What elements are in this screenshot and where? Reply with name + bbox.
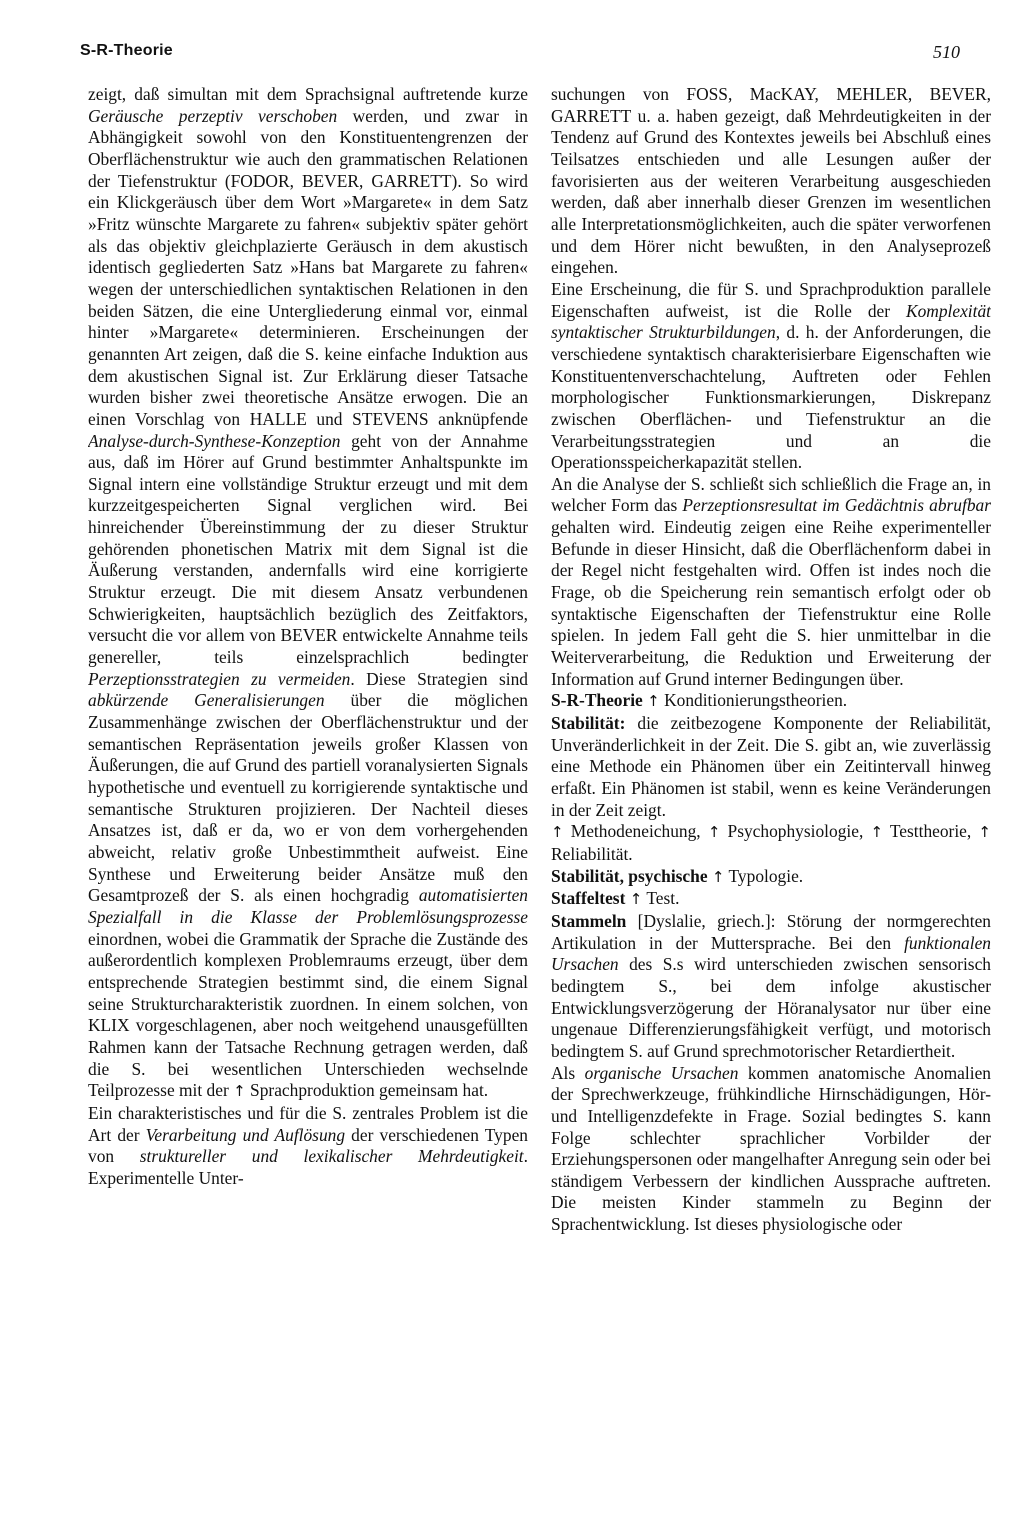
paragraph-perception-experiments <box>88 84 528 1103</box>
emphasis: organische Ursachen <box>584 1062 739 1083</box>
text: kommen anatomische Anomalien der Sprechwerkzeuge, frühkindliche Hirnschädigungen, Hör- und Intelligenzdefekte in Frage. Sozial bedingtes S. kann Folge schlechter sprachlicher Vorbilder der Erziehungspersonen oder mangelhafter Anregung sein oder bei ständigem Verbessern der kindlichen Aussprache auftreten. Die meisten Kinder stammeln zu Beginn der Sprachentwicklung. Ist dieses physiologische oder <box>551 1062 991 1235</box>
page-number: 510 <box>933 42 960 62</box>
entry-term: S-R-Theorie <box>551 690 643 711</box>
emphasis: Verarbeitung und Auflösung <box>145 1124 346 1145</box>
paragraph-organic-causes <box>551 1063 991 1236</box>
cross-reference-arrow-icon: ↑ <box>870 823 884 842</box>
paragraph-ambiguity-continued: suchungen von FOSS, MacKAY, MEHLER, BEVER, GARRETT u. a. haben gezeigt, daß Mehrdeutigkeiten in der Tendenz auf Grund des Kontextes jeweils bei Abschluß eines Teilsatzes entschieden und alle Lesungen außer der favorisierten aus der weiteren Verarbeitung ausgeschieden werden, daß aber innerhalb dieser Grenzen im wesentlichen alle Interpretationsmöglichkeiten, auch die später verworfenen und dem Hörer nicht bewußten, in den Analyseprozeß eingehen. <box>551 84 991 278</box>
text: , d. h. der Anforderungen, die verschiedene syntaktisch charakterisierbare Eigenschaften wie Konstituentenverschachtelung, Auftreten oder Fehlen morphologischer Funktionsmarkierungen, Diskrepanz zwischen Oberflächen- und Tiefenstruktur an die Verarbeitungsstrategien und an die Operationsspeicherkapazität stellen. <box>551 322 991 473</box>
text: einordnen, wobei die Grammatik der Sprache die Zustände des außerordentlich komplexen Problemraums erzeugt, über dem entsprechende Strategien bestimmt sind, die einem Signal seine Strukturcharakteristik zuordnen. In einem solchen, von KLIX vorgeschlagenen, aber noch weitgehend unausgefüllten Rahmen kann der Tatsache Rechnung getragen werden, daß die S. bei wesentlichen Unterschieden wechselnde Teilprozesse mit der <box>88 928 528 1101</box>
text: . Diese Strategien sind <box>350 668 528 689</box>
text: Eine Erscheinung, die für S. und Sprachproduktion parallele Eigenschaften aufweist, ist die Rolle der <box>551 278 991 321</box>
cross-reference-arrow-icon: ↑ <box>978 823 991 842</box>
entry-stabilitaet <box>551 713 991 821</box>
emphasis: Komplexität syntaktischer Strukturbildungen <box>551 300 991 343</box>
emphasis: abkürzende Generalisierungen <box>88 690 325 711</box>
cross-reference-arrow-icon: ↑ <box>629 890 643 909</box>
right-column <box>551 84 991 1474</box>
page-header <box>80 42 960 68</box>
entry-term: Stammeln <box>551 910 627 931</box>
entry-stammeln <box>551 911 991 1063</box>
entry-term: Stabilität: <box>551 713 626 734</box>
emphasis: Perzeptionsstrategien zu vermeiden <box>88 668 351 689</box>
text: Reliabilität. <box>551 843 633 864</box>
text: werden, und zwar in Abhängigkeit sowohl von den Konstituentengrenzen der Oberflächenstruktur wie auch den grammatischen Relationen der Tiefenstruktur (FODOR, BEVER, GARRETT). So wird ein Klickgeräusch über dem Wort »Margarete« in dem Satz »Fritz wünschte Margarete zu fahren« subjektiv später gehört als das objektiv gleichplazierte Geräusch in dem akustisch identisch gegliederten Satz »Hans bat Margarete zu fahren« wegen der unterschiedlichen syntaktischen Relationen in den beiden Sätzen, die eine Untergliederung einmal vor, einmal hinter »Margarete« determinieren. Erscheinungen der genannten Art zeigen, daß die S. keine einfache Induktion aus dem akustischen Signal ist. Zur Erklärung dieser Tatsache wurden bisher zwei theoretische Ansätze erwogen. Die an einen Vorschlag von HALLE und STEVENS anknüpfende <box>88 105 528 429</box>
cross-reference-arrow-icon: ↑ <box>233 1082 246 1101</box>
text: [Dyslalie, griech.]: Störung der normgerechten Artikulation in der Muttersprache. Bei den <box>551 910 991 953</box>
cross-reference-arrow-icon: ↑ <box>707 823 721 842</box>
paragraph-complexity <box>551 279 991 474</box>
emphasis: Perzeptionsresultat im Gedächtnis abrufbar <box>682 495 991 516</box>
entry-stabilitaet-psychische <box>551 866 991 889</box>
text: Sprachproduktion gemeinsam hat. <box>245 1080 489 1101</box>
text: über die möglichen Zusammenhänge zwischen der Oberflächenstruktur und der semantischen Repräsentation jeweils großer Klassen von Äußerungen, die auf Grund des partiell voranalysierten Signals hypothetische und eventuell zu korrigierende syntaktische und semantische Strukturen projizieren. Der Nachteil dieses Ansatzes ist, daß er da, wo er von dem vorhergehenden abweicht, relativ große Unbestimmtheit aufweist. Eine Synthese und Erweiterung beider Ansätze muß den Gesamtprozeß der S. als einen hochgradig <box>88 690 528 906</box>
emphasis: Geräusche perzeptiv verschoben <box>88 105 338 126</box>
entry-term: Stabilität, psychische <box>551 865 708 886</box>
cross-reference-arrow-icon: ↑ <box>551 823 564 842</box>
text: geht von der Annahme aus, daß im Hörer auf Grund bestimmter Anhaltspunkte im Signal intern eine vollständige Struktur erzeugt und mit dem kurzzeitgespeicherten Signal verglichen wird. Bei hinreichender Übereinstimmung der zu dieser Struktur gehörenden phonetischen Matrix mit dem Signal ist die Äußerung verstanden, andernfalls wird eine korrigierte Struktur erzeugt. Die mit diesem Ansatz verbundenen Schwierigkeiten, hauptsächlich bezüglich des Zeitfaktors, versucht die vor allem von BEVER entwickelte Annahme teils genereller, teils einzelsprachlich bedingter <box>88 430 528 668</box>
running-head: S-R-Theorie <box>80 42 173 59</box>
text: die zeitbezogene Komponente der Reliabilität, Unveränderlichkeit in der Zeit. Die S. gibt an, wie zuverlässig eine Methode ein Phänomen über ein Zeitintervall hinweg erfaßt. Ein Phänomen ist stabil, wenn es keine Veränderungen in der Zeit zeigt. <box>551 713 991 820</box>
text: Ein charakteristisches und für die S. zentrales Problem ist die Art der <box>88 1102 528 1145</box>
text: zeigt, daß simultan mit dem Sprachsignal auftretende kurze <box>88 84 528 104</box>
text: An die Analyse der S. schließt sich schließlich die Frage an, in welcher Form das <box>551 473 991 516</box>
text: Testtheorie, <box>883 821 979 842</box>
entry-sr-theorie <box>551 690 991 713</box>
emphasis: Analyse-durch-Synthese-Konzeption <box>88 430 341 451</box>
emphasis: funktionalen Ursachen <box>551 932 991 975</box>
left-column <box>88 84 528 1474</box>
emphasis: automatisierten Spezialfall in die Klasse der Problemlösungsprozesse <box>88 885 528 927</box>
entry-staffeltest <box>551 888 991 911</box>
entry-term: Staffeltest <box>551 888 626 909</box>
text: Methodeneichung, <box>563 821 708 842</box>
paragraph-memory <box>551 474 991 691</box>
text: Psychophysiologie, <box>720 821 871 842</box>
text: Typologie. <box>724 865 804 886</box>
text: Als <box>551 1062 585 1083</box>
text: Konditionierungstheorien. <box>659 690 848 711</box>
text: gehalten wird. Eindeutig zeigen eine Reihe experimenteller Befunde in dieser Hinsicht, daß die Oberflächenform dabei in der Regel nicht festgehalten wird. Offen ist indes noch die Frage, ob die Speicherung rein semantisch erfolgt oder ob syntaktische Eigenschaften der Tiefenstruktur eine Rolle spielen. In jedem Fall geht die S. hier unmittelbar in die Weiterverarbeitung, die Reduktion und Erweiterung der Information auf Grund interner Bedingungen über. <box>551 517 991 689</box>
text: des S.s wird unterschieden zwischen sensorisch bedingtem S., bei dem infolge akustischer Entwicklungsverzögerung der Höranalysator nur über eine ungenaue Differenzierungsfähigkeit verfügt, und motorisch bedingtem S. auf Grund sprechmotorischer Retardiertheit. <box>551 954 991 1061</box>
paragraph-ambiguity <box>88 1103 528 1190</box>
emphasis: struktureller und lexikalischer Mehrdeutigkeit <box>139 1146 524 1167</box>
text: . Experimentelle Unter- <box>88 1146 528 1188</box>
cross-reference-arrow-icon: ↑ <box>711 867 725 886</box>
cross-references <box>551 821 991 865</box>
text: der verschiedenen Typen von <box>88 1124 528 1167</box>
cross-reference-arrow-icon: ↑ <box>647 692 660 711</box>
text: Test. <box>642 888 680 909</box>
